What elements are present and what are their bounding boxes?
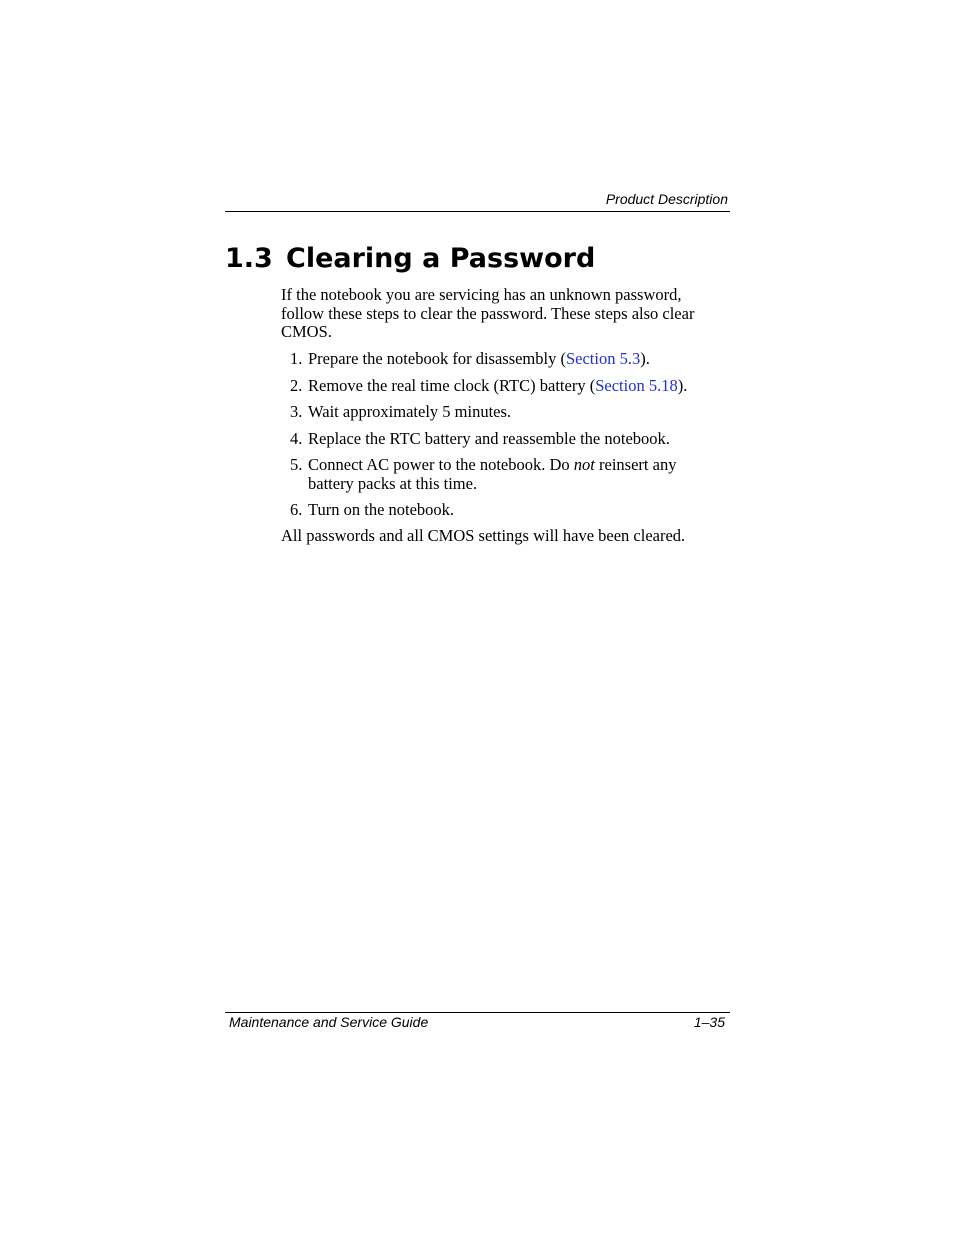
list-item — [281, 350, 721, 369]
intro-paragraph: If the notebook you are servicing has an unknown password, follow these steps to clear the password. These steps also clear CMOS. — [281, 285, 695, 341]
footer-guide-title: Maintenance and Service Guide — [229, 1014, 429, 1030]
step-text-end: reinsert any battery packs at this time. — [308, 455, 677, 493]
step-text: Replace the RTC battery and reassemble the notebook. — [308, 428, 670, 448]
steps-list — [281, 350, 721, 528]
step-number: 6. — [290, 500, 303, 519]
step-text: Remove the real time clock (RTC) battery ( — [308, 375, 596, 395]
step-number: 5. — [290, 455, 303, 474]
step-number: 3. — [290, 402, 303, 421]
list-item — [281, 377, 721, 396]
section-number: 1.3 — [225, 243, 273, 274]
step-text: Wait approximately 5 minutes. — [308, 402, 512, 421]
section-title: Clearing a Password — [286, 243, 596, 274]
running-header: Product Description — [605, 191, 728, 207]
step-text-end: ). — [677, 375, 688, 395]
section-link-5-3[interactable]: Section 5.3 — [565, 349, 641, 368]
section-link-5-18[interactable]: Section 5.18 — [595, 375, 678, 395]
list-item — [281, 430, 721, 449]
step-number: 4. — [290, 428, 303, 448]
list-item — [281, 403, 721, 422]
closing-paragraph: All passwords and all CMOS settings will have been cleared. — [281, 526, 686, 545]
footer-page-number: 1–35 — [693, 1014, 725, 1030]
step-text-end: ). — [640, 349, 650, 368]
section-heading — [225, 240, 595, 278]
step-number: 2. — [290, 375, 303, 395]
step-text: Prepare the notebook for disassembly ( — [308, 349, 566, 368]
list-item — [281, 456, 721, 493]
header-rule — [225, 211, 730, 212]
list-item — [281, 501, 721, 520]
step-text: Connect AC power to the notebook. Do — [308, 455, 574, 474]
step-number: 1. — [290, 349, 303, 368]
step-emphasis: not — [573, 455, 595, 474]
step-text: Turn on the notebook. — [308, 500, 455, 519]
